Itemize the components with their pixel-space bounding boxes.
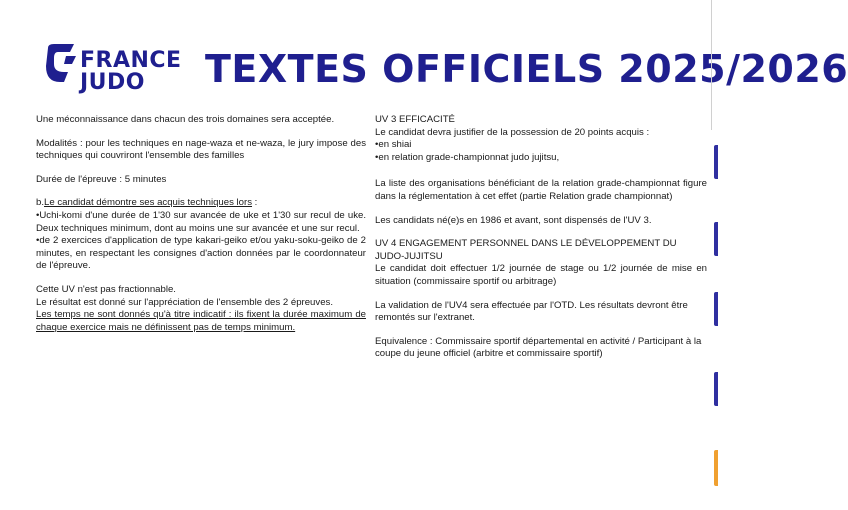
paragraph: La validation de l'UV4 sera effectuée par l'OTD. Les résultats devront être remontés sur l'extranet. bbox=[375, 299, 688, 324]
side-tab[interactable] bbox=[714, 145, 718, 179]
bullet-item: •Uchi-komi d'une durée de 1'30 sur avancée de uke et 1'30 sur recul de uke. Deux techniques minimum, dont au moins une sur avancée et une sur recul. bbox=[36, 209, 366, 234]
heading-prefix: b. bbox=[36, 197, 45, 209]
side-tab[interactable] bbox=[714, 292, 718, 326]
side-tab[interactable] bbox=[714, 372, 718, 406]
bullet-item: •en relation grade-championnat judo jujitsu, bbox=[375, 151, 560, 163]
paragraph: Cette UV n'est pas fractionnable. bbox=[36, 283, 176, 295]
paragraph: Durée de l'épreuve : 5 minutes bbox=[36, 173, 167, 185]
paragraph: Le candidat devra justifier de la possession de 20 points acquis : bbox=[375, 126, 650, 138]
paragraph: Le résultat est donné sur l'appréciation de l'ensemble des 2 épreuves. bbox=[36, 296, 333, 308]
paragraph: Les temps ne sont donnés qu'à titre indicatif : ils fixent la durée maximum de chaque exercice mais ne définissent pas de temps minimum. bbox=[36, 309, 366, 333]
logo-text-judo: JUDO bbox=[80, 70, 146, 95]
section-heading: UV 4 ENGAGEMENT PERSONNEL DANS LE DÉVELOPPEMENT DU JUDO-JUJITSU bbox=[375, 238, 677, 262]
page-title: TEXTES OFFICIELS 2025/2026 bbox=[205, 47, 848, 91]
paragraph: La liste des organisations bénéficiant de la relation grade-championnat figure dans la réglementation à cet effet (partie Relation grade championnat) bbox=[375, 178, 707, 202]
page-edge-divider bbox=[711, 0, 718, 130]
paragraph: Les candidats né(e)s en 1986 et avant, sont dispensés de l'UV 3. bbox=[375, 214, 652, 226]
side-tab[interactable] bbox=[714, 222, 718, 256]
france-judo-logo bbox=[44, 42, 194, 97]
section-heading: UV 3 EFFICACITÉ bbox=[375, 114, 455, 125]
left-column bbox=[36, 114, 366, 334]
paragraph: Le candidat doit effectuer 1/2 journée de stage ou 1/2 journée de mise en situation (commissaire sportif ou arbitrage) bbox=[375, 263, 707, 287]
logo-text-france: FRANCE bbox=[80, 48, 182, 73]
side-tab[interactable] bbox=[714, 450, 718, 486]
paragraph: Modalités : pour les techniques en nage-waza et ne-waza, le jury impose des techniques qui couvriront l'ensemble des familles bbox=[36, 137, 366, 162]
paragraph: Equivalence : Commissaire sportif départemental en activité / Participant à la coupe du jeune officiel (arbitre et commissaire sportif) bbox=[375, 335, 702, 360]
paragraph: Une méconnaissance dans chacun des trois domaines sera acceptée. bbox=[36, 114, 335, 125]
bullet-item: •de 2 exercices d'application de type kakari-geiko et/ou yaku-soku-geiko de 2 minutes, en respectant les consignes d'action données par le coordonnateur de l'épreuve. bbox=[36, 235, 366, 272]
judo-emblem-icon bbox=[44, 42, 78, 92]
page-header bbox=[0, 0, 848, 110]
section-heading bbox=[36, 197, 366, 210]
heading-suffix: : bbox=[252, 197, 258, 209]
heading-title: Le candidat démontre ses acquis techniques lors bbox=[44, 197, 253, 209]
bullet-item: •en shiai bbox=[375, 139, 412, 151]
right-column bbox=[375, 114, 707, 361]
